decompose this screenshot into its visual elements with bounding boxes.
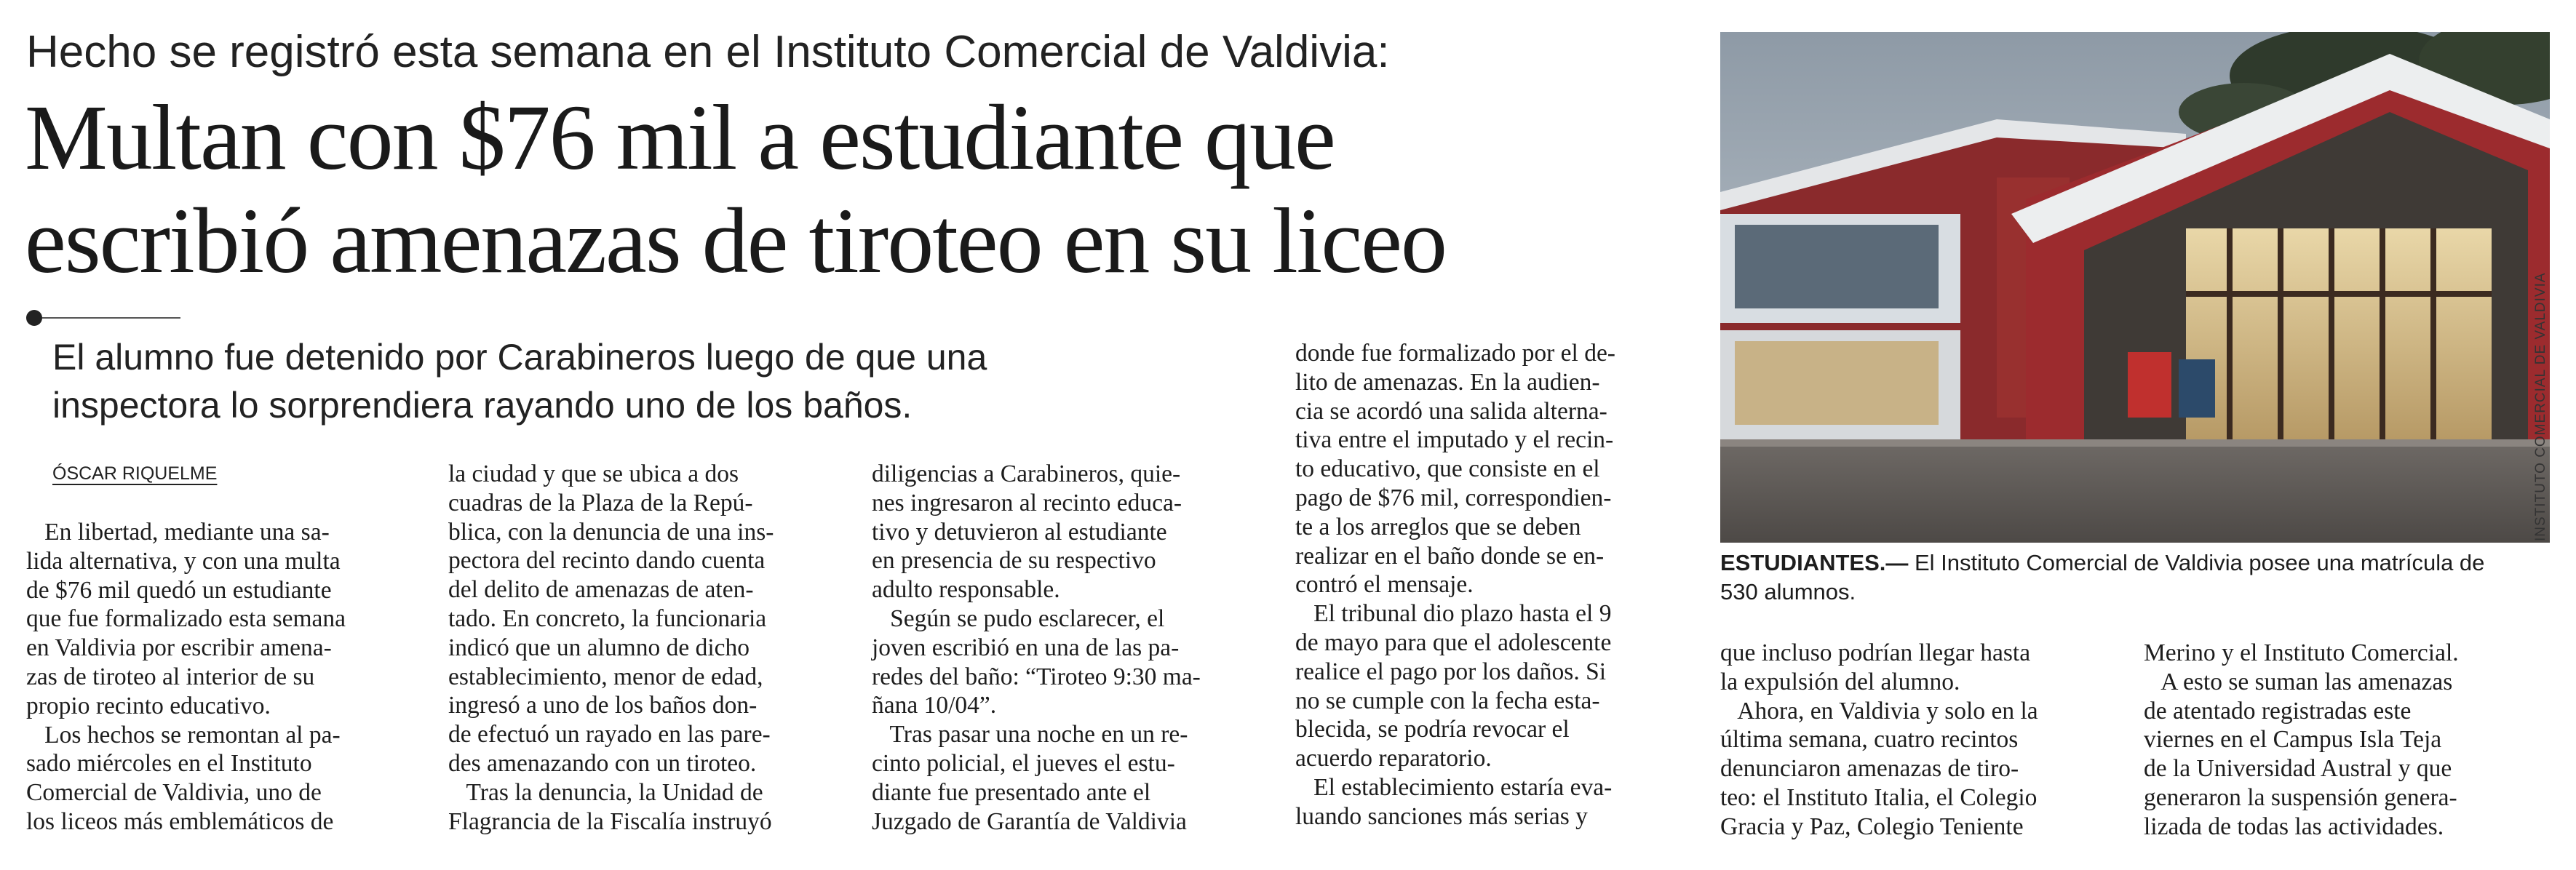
paragraph-line: denunciaron amenazas de tiro-	[1720, 755, 2019, 783]
paragraph-line: Comercial de Valdivia, uno de	[26, 779, 322, 807]
paragraph-line: tiva entre el imputado y el recin-	[1295, 426, 1614, 454]
text-column-3	[872, 460, 1268, 836]
paragraph-line: acuerdo reparatorio.	[1295, 745, 1492, 773]
paragraph-line: tivo y detuvieron al estudiante	[872, 518, 1167, 546]
paragraph-line: Tras pasar una noche en un re-	[872, 721, 1188, 749]
paragraph-line: la expulsión del alumno.	[1720, 668, 1960, 695]
paragraph-line: joven escribió en una de las pa-	[872, 634, 1180, 661]
deck-line: El alumno fue detenido por Carabineros luego de que una	[52, 337, 987, 378]
paragraph-line: establecimiento, menor de edad,	[448, 663, 763, 690]
caption-label: ESTUDIANTES.—	[1720, 550, 1909, 575]
paragraph-line: ñana 10/04”.	[872, 692, 997, 719]
school-photo	[1720, 32, 2550, 543]
article-kicker: Hecho se registró esta semana en el Instituto Comercial de Valdivia:	[26, 27, 1390, 77]
photo-caption	[1720, 548, 2557, 607]
paragraph-line: en Valdivia por escribir amena-	[26, 634, 332, 662]
paragraph-line: redes del baño: “Tiroteo 9:30 ma-	[872, 663, 1201, 690]
paragraph-line: diligencias a Carabineros, quie-	[872, 460, 1181, 487]
paragraph-line: donde fue formalizado por el de-	[1295, 340, 1615, 367]
paragraph-line: indicó que un alumno de dicho	[448, 634, 750, 661]
paragraph-line: pago de $76 mil, correspondien-	[1295, 484, 1612, 511]
paragraph-line: que incluso podrían llegar hasta	[1720, 639, 2031, 666]
paragraph-line: del delito de amenazas de aten-	[448, 576, 754, 604]
paragraph-line: El tribunal dio plazo hasta el 9	[1295, 600, 1612, 628]
paragraph-line: to educativo, que consiste en el	[1295, 455, 1600, 483]
paragraph-line: Flagrancia de la Fiscalía instruyó	[448, 807, 772, 835]
paragraph-line: en presencia de su respectivo	[872, 547, 1156, 575]
paragraph-line: que fue formalizado esta semana	[26, 605, 346, 633]
paragraph-line: propio recinto educativo.	[26, 692, 271, 719]
paragraph-line: diante fue presentado ante el	[872, 778, 1151, 806]
paragraph-line: Según se pudo esclarecer, el	[872, 604, 1165, 632]
paragraph-line: cia se acordó una salida alterna-	[1295, 397, 1607, 425]
bullet-dot	[26, 310, 42, 326]
caption-text: El Instituto Comercial de Valdivia posee una matrícula de	[1908, 550, 2485, 575]
text-column-5	[1720, 639, 2117, 842]
text-column-4	[1295, 339, 1692, 831]
paragraph-line: de mayo para que el adolescente	[1295, 628, 1612, 656]
paragraph-line: blica, con la denuncia de una ins-	[448, 518, 774, 546]
paragraph-line: lito de amenazas. En la audien-	[1295, 368, 1600, 396]
divider-rule	[42, 317, 180, 319]
headline-line: escribió amenazas de tiroteo en su liceo	[25, 189, 1446, 292]
paragraph-line: sado miércoles en el Instituto	[26, 750, 312, 778]
paragraph-line: de $76 mil quedó un estudiante	[26, 576, 332, 604]
paragraph-line: Los hechos se remontan al pa-	[26, 721, 341, 749]
paragraph-line: viernes en el Campus Isla Teja	[2144, 726, 2442, 754]
paragraph-line: zas de tiroteo al interior de su	[26, 663, 315, 690]
paragraph-line: Merino y el Instituto Comercial.	[2144, 639, 2459, 666]
paragraph-line: lida alternativa, y con una multa	[26, 547, 341, 575]
paragraph-line: A esto se suman las amenazas	[2144, 668, 2453, 695]
paragraph-line: El establecimiento estaría eva-	[1295, 773, 1613, 801]
paragraph-line: ingresó a uno de los baños don-	[448, 692, 758, 719]
paragraph-line: En libertad, mediante una sa-	[26, 519, 330, 546]
paragraph-line: realizar en el baño donde se en-	[1295, 542, 1605, 570]
deck-line: inspectora lo sorprendiera rayando uno de los baños.	[52, 385, 913, 426]
paragraph-line: de efectuó un rayado en las pare-	[448, 721, 771, 749]
paragraph-line: no se cumple con la fecha esta-	[1295, 687, 1600, 714]
paragraph-line: última semana, cuatro recintos	[1720, 726, 2019, 754]
paragraph-line: blecida, se podría revocar el	[1295, 716, 1570, 743]
paragraph-line: Gracia y Paz, Colegio Teniente	[1720, 813, 2024, 840]
paragraph-line: cinto policial, el jueves el estu-	[872, 749, 1175, 777]
text-column-6	[2144, 639, 2540, 842]
paragraph-line: teo: el Instituto Italia, el Colegio	[1720, 783, 2038, 811]
paragraph-line: cuadras de la Plaza de la Repú-	[448, 489, 753, 516]
article-headline	[25, 86, 1684, 292]
paragraph-line: de atentado registradas este	[2144, 697, 2412, 725]
paragraph-line: generaron la suspensión genera-	[2144, 783, 2457, 811]
paragraph-line: lizada de todas las actividades.	[2144, 813, 2444, 840]
text-column-1	[26, 518, 423, 837]
text-column-2	[448, 460, 845, 836]
headline-line: Multan con $76 mil a estudiante que	[25, 86, 1335, 189]
paragraph-line: nes ingresaron al recinto educa-	[872, 489, 1182, 516]
caption-line	[1720, 548, 2557, 578]
paragraph-line: contró el mensaje.	[1295, 571, 1474, 599]
paragraph-line: adulto responsable.	[872, 576, 1060, 604]
paragraph-line: Juzgado de Garantía de Valdivia	[872, 807, 1187, 835]
paragraph-line: los liceos más emblemáticos de	[26, 807, 334, 835]
article-deck	[52, 333, 1246, 429]
photo-credit	[2532, 519, 2533, 541]
paragraph-line: realice el pago por los daños. Si	[1295, 658, 1607, 685]
paragraph-line: pectora del recinto dando cuenta	[448, 547, 766, 575]
paragraph-line: Ahora, en Valdivia y solo en la	[1720, 697, 2038, 725]
paragraph-line: luando sanciones más serias y	[1295, 802, 1588, 830]
paragraph-line: te a los arreglos que se deben	[1295, 513, 1581, 540]
paragraph-line: tado. En concreto, la funcionaria	[448, 604, 767, 632]
paragraph-line: Tras la denuncia, la Unidad de	[448, 778, 763, 806]
paragraph-line: des amenazando con un tiroteo.	[448, 749, 757, 777]
paragraph-line: de la Universidad Austral y que	[2144, 755, 2452, 783]
paragraph-line: la ciudad y que se ubica a dos	[448, 460, 739, 487]
caption-line: 530 alumnos.	[1720, 579, 1856, 604]
byline: ÓSCAR RIQUELME	[52, 463, 218, 484]
school-building-illustration	[1720, 32, 2550, 543]
